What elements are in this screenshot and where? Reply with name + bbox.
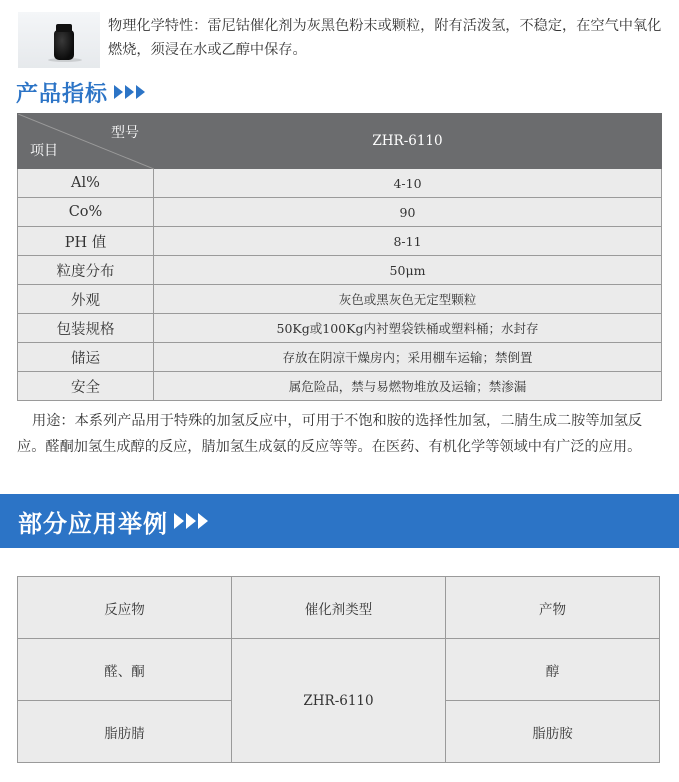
row-value: 50Kg或100Kg内衬塑袋铁桶或塑料桶；水封存 <box>154 314 662 343</box>
table-row <box>18 227 662 256</box>
examples-header-row <box>18 577 660 639</box>
row-item: 外观 <box>18 285 154 314</box>
bottle-icon <box>54 30 74 60</box>
properties-text: 物理化学特性：雷尼钴催化剂为灰黑色粉末或颗粒，附有活泼氢，不稳定，在空气中氧化燃烧，须浸在水或乙醇中保存。 <box>108 18 662 58</box>
triple-arrow-icon <box>174 513 208 529</box>
table-row <box>18 285 662 314</box>
reactant-cell: 醛、酮 <box>18 639 232 701</box>
row-value: 存放在阴凉干燥房内；采用棚车运输；禁倒置 <box>154 343 662 372</box>
spec-heading <box>16 77 145 107</box>
row-item: 包装规格 <box>18 314 154 343</box>
product-image <box>18 12 100 68</box>
row-item: 储运 <box>18 343 154 372</box>
row-value: 属危险品，禁与易燃物堆放及运输；禁渗漏 <box>154 372 662 401</box>
spec-table-header <box>18 114 662 169</box>
row-value: 灰色或黑灰色无定型颗粒 <box>154 285 662 314</box>
row-value: 8-11 <box>154 227 662 256</box>
usage-text: 用途：本系列产品用于特殊的加氢反应中，可用于不饱和胺的选择性加氢，二腈生成二胺等加氢反应。醛酮加氢生成醇的反应，腈加氢生成氨的反应等等。在医药、有机化学等领域中有广泛的应用。 <box>17 413 643 455</box>
row-item: PH 值 <box>18 227 154 256</box>
spec-heading-text: 产品指标 <box>16 81 109 107</box>
product-intro <box>0 0 679 72</box>
header-model-label: 型号 <box>111 125 139 141</box>
header-product: 产物 <box>446 577 660 639</box>
row-value: 50μm <box>154 256 662 285</box>
header-catalyst: 催化剂类型 <box>232 577 446 639</box>
row-item: Al% <box>18 169 154 198</box>
catalyst-cell: ZHR-6110 <box>232 639 446 763</box>
triple-arrow-icon <box>114 85 145 99</box>
product-cell: 脂肪胺 <box>446 701 660 763</box>
row-item: 安全 <box>18 372 154 401</box>
row-value: 4-10 <box>154 169 662 198</box>
header-reactant: 反应物 <box>18 577 232 639</box>
table-row <box>18 639 660 701</box>
table-row <box>18 314 662 343</box>
table-row <box>18 372 662 401</box>
row-item: Co% <box>18 198 154 227</box>
row-item: 粒度分布 <box>18 256 154 285</box>
bottle-cap-icon <box>56 24 72 32</box>
header-model-value: ZHR-6110 <box>154 114 662 169</box>
header-item-label: 项目 <box>30 143 58 159</box>
examples-banner <box>0 494 679 548</box>
row-value: 90 <box>154 198 662 227</box>
spec-table <box>17 113 662 401</box>
table-row <box>18 169 662 198</box>
table-row <box>18 256 662 285</box>
table-row <box>18 198 662 227</box>
table-row <box>18 343 662 372</box>
product-cell: 醇 <box>446 639 660 701</box>
examples-heading-text: 部分应用举例 <box>18 509 168 538</box>
examples-table <box>17 576 660 763</box>
spec-header-corner <box>18 114 154 169</box>
reactant-cell: 脂肪腈 <box>18 701 232 763</box>
